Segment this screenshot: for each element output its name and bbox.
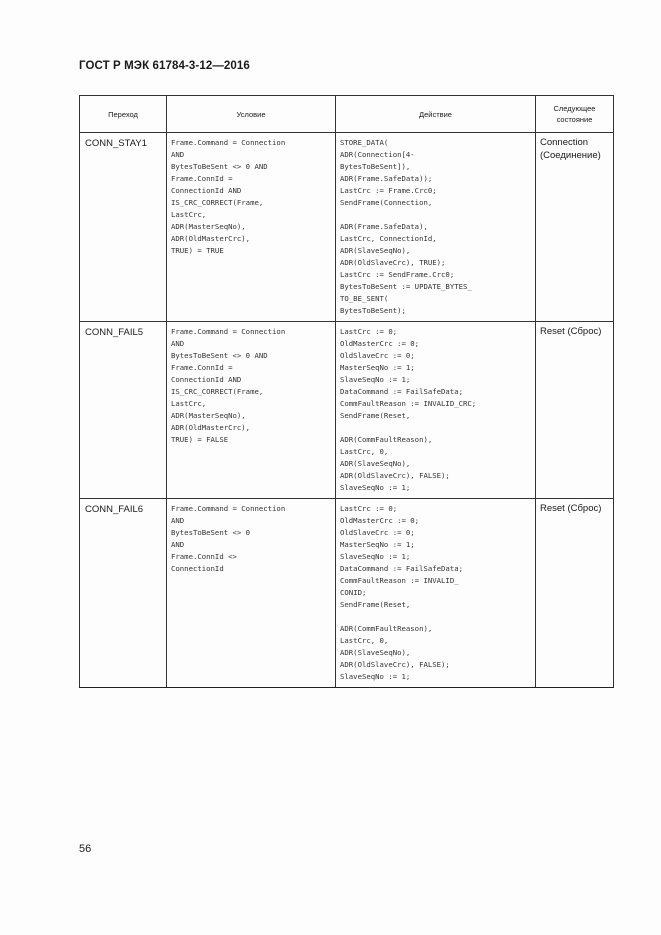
action-line: SendFrame(Reset, [340, 600, 411, 609]
action-line: TO_BE_SENT( [340, 294, 389, 303]
action-line: SendFrame(Connection, [340, 198, 433, 207]
condition-line: ADR(OldMasterCrc), [171, 234, 251, 243]
action-line: BytesToBeSent]), [340, 162, 411, 171]
condition-line: ADR(MasterSeqNo), [171, 411, 246, 420]
action-line: OldMasterCrc := 0; [340, 339, 420, 348]
condition-line: AND [171, 339, 185, 348]
action-line: ADR(CommFaultReason), [340, 624, 433, 633]
table-row [80, 133, 614, 322]
column-header-next-state: Следующее состояние [536, 96, 614, 133]
action-line: STORE_DATA( [340, 138, 389, 147]
action-line: BytesToBeSent := UPDATE_BYTES_ [340, 282, 472, 291]
condition-line: Frame.Command = Connection [171, 138, 286, 147]
condition-line: ConnectionId [171, 564, 224, 573]
page-number: 56 [79, 843, 92, 855]
action-line: LastCrc := 0; [340, 504, 398, 513]
action-line: SlaveSeqNo := 1; [340, 672, 411, 681]
action-cell [336, 133, 536, 322]
action-line: SendFrame(Reset, [340, 411, 411, 420]
condition-line: AND [171, 540, 185, 549]
action-line [340, 209, 533, 221]
table-row [80, 322, 614, 499]
condition-line: Frame.ConnId <> [171, 552, 237, 561]
column-header-action: Действие [336, 96, 536, 133]
action-line: OldMasterCrc := 0; [340, 516, 420, 525]
action-line: DataCommand := FailSafeData; [340, 387, 464, 396]
action-line: ADR(OldSlaveCrc), FALSE); [340, 471, 450, 480]
condition-line: BytesToBeSent <> 0 AND [171, 351, 268, 360]
condition-line: ADR(OldMasterCrc), [171, 423, 251, 432]
condition-line: BytesToBeSent <> 0 AND [171, 162, 268, 171]
condition-line: IS_CRC_CORRECT(Frame, [171, 198, 264, 207]
condition-line: Frame.ConnId = [171, 174, 233, 183]
action-line: LastCrc := Frame.Crc0; [340, 186, 437, 195]
condition-line: LastCrc, [171, 210, 207, 219]
action-line: CommFaultReason := INVALID_ [340, 576, 459, 585]
condition-line: ADR(MasterSeqNo), [171, 222, 246, 231]
condition-line: LastCrc, [171, 399, 207, 408]
condition-cell [167, 322, 336, 499]
next-state-cell: Connection (Соединение) [536, 133, 614, 322]
action-line [340, 422, 533, 434]
next-state-cell: Reset (Сброс) [536, 322, 614, 499]
action-line: ADR(CommFaultReason), [340, 435, 433, 444]
action-line: MasterSeqNo := 1; [340, 540, 415, 549]
condition-line: ConnectionId AND [171, 186, 242, 195]
action-line: ADR(Frame.SafeData), [340, 222, 428, 231]
condition-line: ConnectionId AND [171, 375, 242, 384]
condition-line: TRUE) = FALSE [171, 435, 229, 444]
action-line: LastCrc := SendFrame.Crc0; [340, 270, 455, 279]
action-line: CONID; [340, 588, 367, 597]
action-line: OldSlaveCrc := 0; [340, 351, 415, 360]
action-line: LastCrc := 0; [340, 327, 398, 336]
action-line: SlaveSeqNo := 1; [340, 483, 411, 492]
action-cell [336, 499, 536, 688]
transition-cell: CONN_FAIL6 [80, 499, 167, 688]
action-line [340, 611, 533, 623]
action-line: ADR(SlaveSeqNo), [340, 246, 411, 255]
condition-cell [167, 499, 336, 688]
column-header-condition: Условие [167, 96, 336, 133]
action-cell [336, 322, 536, 499]
action-line: ADR(OldSlaveCrc), FALSE); [340, 660, 450, 669]
action-line: SlaveSeqNo := 1; [340, 552, 411, 561]
action-line: LastCrc, 0, [340, 636, 389, 645]
action-line: LastCrc, ConnectionId, [340, 234, 437, 243]
next-state-cell: Reset (Сброс) [536, 499, 614, 688]
action-line: ADR(Connection[4- [340, 150, 415, 159]
action-line: ADR(SlaveSeqNo), [340, 459, 411, 468]
condition-line: AND [171, 516, 185, 525]
condition-line: BytesToBeSent <> 0 [171, 528, 251, 537]
condition-line: TRUE) = TRUE [171, 246, 224, 255]
action-line: ADR(Frame.SafeData)); [340, 174, 433, 183]
action-line: LastCrc, 0, [340, 447, 389, 456]
condition-line: IS_CRC_CORRECT(Frame, [171, 387, 264, 396]
condition-line: AND [171, 150, 185, 159]
action-line: BytesToBeSent); [340, 306, 406, 315]
condition-line: Frame.Command = Connection [171, 504, 286, 513]
action-line: DataCommand := FailSafeData; [340, 564, 464, 573]
action-line: SlaveSeqNo := 1; [340, 375, 411, 384]
action-line: ADR(SlaveSeqNo), [340, 648, 411, 657]
transition-table [79, 95, 614, 688]
condition-line: Frame.Command = Connection [171, 327, 286, 336]
action-line: CommFaultReason := INVALID_CRC; [340, 399, 477, 408]
table-row [80, 499, 614, 688]
condition-cell [167, 133, 336, 322]
condition-line: Frame.ConnId = [171, 363, 233, 372]
transition-cell: CONN_STAY1 [80, 133, 167, 322]
action-line: MasterSeqNo := 1; [340, 363, 415, 372]
table-header-row [80, 96, 614, 133]
action-line: ADR(OldSlaveCrc), TRUE); [340, 258, 446, 267]
transition-cell: CONN_FAIL5 [80, 322, 167, 499]
action-line: OldSlaveCrc := 0; [340, 528, 415, 537]
document-header: ГОСТ Р МЭК 61784-3-12—2016 [79, 60, 250, 72]
column-header-transition: Переход [80, 96, 167, 133]
